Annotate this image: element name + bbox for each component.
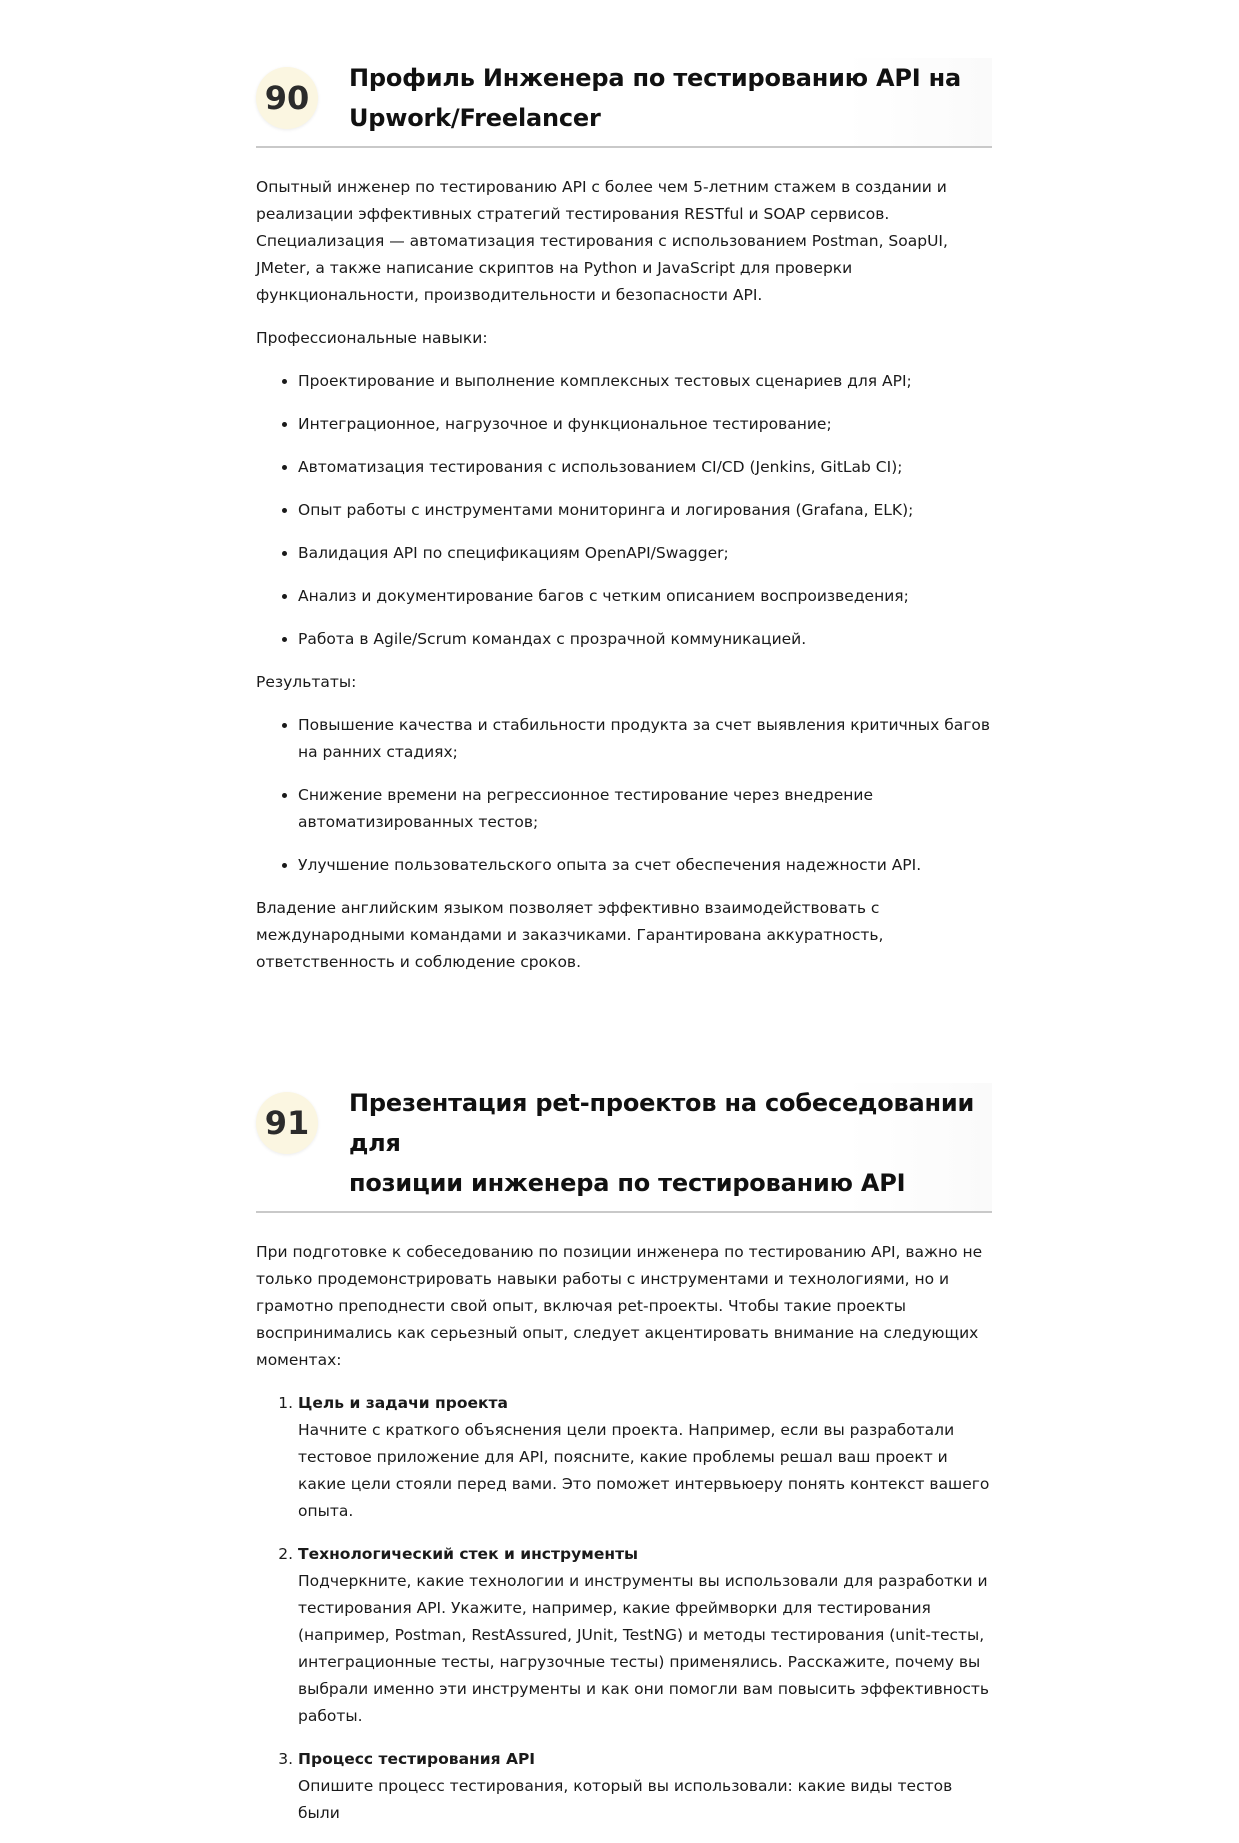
section-title bbox=[349, 1083, 992, 1203]
closing-paragraph: Владение английским языком позволяет эффективно взаимодействовать с международными командами и заказчиками. Гарантирована аккуратность, ответственность и соблюдение сроков. bbox=[256, 899, 884, 971]
list-item: • Улучшение пользовательского опыта за счет обеспечения надежности API. bbox=[298, 852, 992, 879]
list-item-heading: Процесс тестирования API bbox=[298, 1750, 536, 1768]
list-item bbox=[298, 1390, 992, 1525]
section-title bbox=[349, 58, 961, 138]
results-heading: Результаты: bbox=[256, 673, 357, 691]
section-90-header bbox=[256, 58, 992, 148]
list-item: • Интеграционное, нагрузочное и функциональное тестирование; bbox=[298, 411, 992, 438]
list-item-text: Подчеркните, какие технологии и инструменты вы использовали для разработки и тестирования API. Укажите, например, какие фреймворки для тестирования (например, Postman, RestAssured, JUnit, TestNG) и методы тестирования (unit-тесты, интеграционные тесты, нагрузочные тесты) применялись. Расскажите, почему вы выбрали именно эти инструменты и как они помогли вам повысить эффективность работы. bbox=[298, 1572, 990, 1725]
section-number-badge: 90 bbox=[256, 67, 318, 129]
list-item: • Валидация API по спецификациям OpenAPI/Swagger; bbox=[298, 540, 992, 567]
list-item bbox=[298, 1746, 992, 1827]
list-item-heading: Цель и задачи проекта bbox=[298, 1394, 508, 1412]
section-title-line1: Профиль Инженера по тестированию API на bbox=[349, 64, 962, 92]
section-number-badge: 91 bbox=[256, 1092, 318, 1154]
list-item-text: Начните с краткого объяснения цели проекта. Например, если вы разработали тестовое приложение для API, поясните, какие проблемы решал ваш проект и какие цели стояли перед вами. Это поможет интервьюеру понять контекст вашего опыта. bbox=[298, 1421, 990, 1520]
section-91-header bbox=[256, 1083, 992, 1213]
results-list bbox=[256, 712, 992, 879]
section-title-line1: Презентация pet-проектов на собеседовании для bbox=[349, 1089, 975, 1157]
list-item: • Опыт работы с инструментами мониторинга и логирования (Grafana, ELK); bbox=[298, 497, 992, 524]
section-title-line2: Upwork/Freelancer bbox=[349, 104, 601, 132]
intro-paragraph: Опытный инженер по тестированию API с более чем 5-летним стажем в создании и реализации эффективных стратегий тестирования RESTful и SOAP сервисов. Специализация — автоматизация тестирования с использованием Postman, SoapUI, JMeter, а также написание скриптов на Python и JavaScript для проверки функциональности, производительности и безопасности API. bbox=[256, 178, 948, 304]
list-item: • Повышение качества и стабильности продукта за счет выявления критичных багов на ранних стадиях; bbox=[298, 712, 992, 766]
list-item: • Анализ и документирование багов с четким описанием воспроизведения; bbox=[298, 583, 992, 610]
list-item bbox=[298, 1541, 992, 1730]
pet-project-tips-list bbox=[256, 1390, 992, 1827]
list-item: • Снижение времени на регрессионное тестирование через внедрение автоматизированных тестов; bbox=[298, 782, 992, 836]
document-page bbox=[256, 0, 992, 1843]
list-item: • Работа в Agile/Scrum командах с прозрачной коммуникацией. bbox=[298, 626, 992, 653]
skills-list bbox=[256, 368, 992, 653]
section-title-line2: позиции инженера по тестированию API bbox=[349, 1169, 906, 1197]
skills-heading: Профессиональные навыки: bbox=[256, 329, 488, 347]
intro-paragraph: При подготовке к собеседованию по позиции инженера по тестированию API, важно не только продемонстрировать навыки работы с инструментами и технологиями, но и грамотно преподнести свой опыт, включая pet-проекты. Чтобы такие проекты воспринимались как серьезный опыт, следует акцентировать внимание на следующих моментах: bbox=[256, 1243, 983, 1369]
list-item-heading: Технологический стек и инструменты bbox=[298, 1545, 639, 1563]
list-item: • Автоматизация тестирования с использованием CI/CD (Jenkins, GitLab CI); bbox=[298, 454, 992, 481]
list-item: • Проектирование и выполнение комплексных тестовых сценариев для API; bbox=[298, 368, 992, 395]
list-item-text: Опишите процесс тестирования, который вы использовали: какие виды тестов были bbox=[298, 1777, 953, 1822]
